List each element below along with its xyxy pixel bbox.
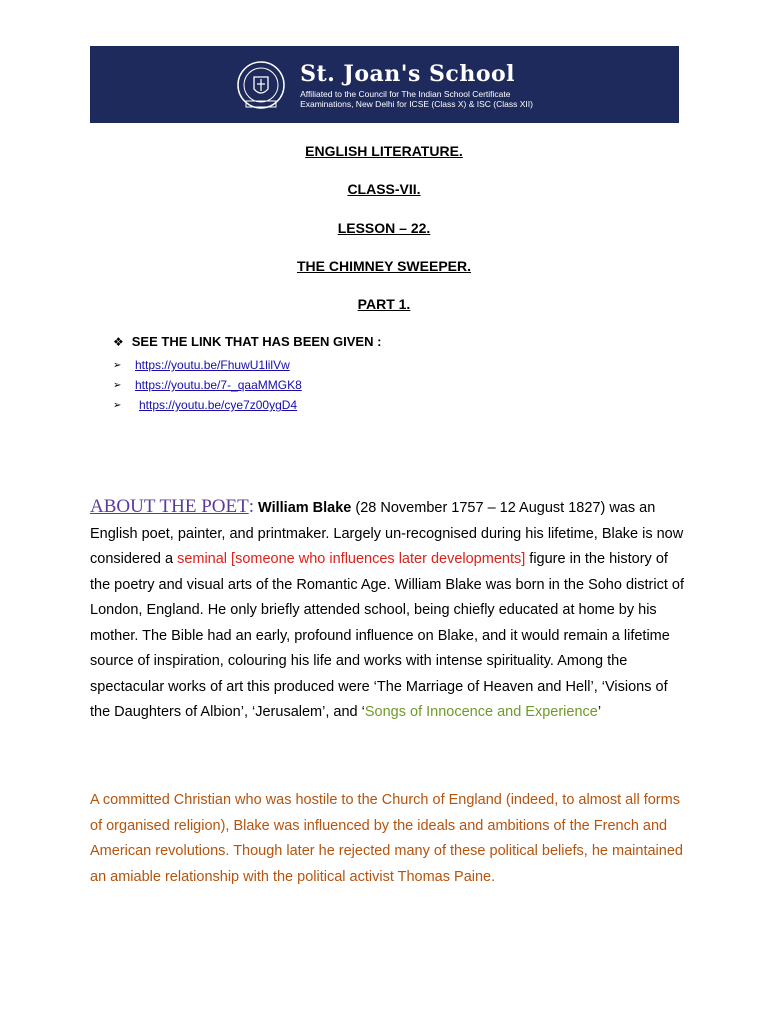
seminal-definition: seminal [someone who influences later developments] [177, 551, 526, 567]
arrow-bullet-icon: ➢ [113, 399, 122, 411]
links-heading [113, 334, 381, 349]
christian-paragraph: A committed Christian who was hostile to the Church of England (indeed, to almost all forms of organised religion), Blake was influenced by the ideals and ambitions of the French and American revolutions. Though later he rejected many of these political beliefs, he maintained an amiable relationship with the political activist Thomas Paine. [90, 792, 683, 885]
class-heading: CLASS-VII. [347, 181, 421, 197]
banner-text [300, 61, 533, 109]
video-link-2[interactable]: https://youtu.be/7-_qaaMMGK8 [135, 378, 302, 392]
links-heading-text: SEE THE LINK THAT HAS BEEN GIVEN : [131, 334, 382, 349]
part-heading: PART 1. [357, 296, 411, 312]
affiliation-line-2: Examinations, New Delhi for ICSE (Class X) & ISC (Class XII) [300, 98, 533, 109]
songs-title: Songs of Innocence and Experience [364, 704, 598, 720]
about-poet-label: ABOUT THE POET [90, 496, 249, 517]
lesson-heading: LESSON – 22. [337, 220, 431, 236]
poet-middle: figure in the history of the poetry and visual arts of the Romantic Age. William Blake was born in the Soho district of London, England. He only briefly attended school, being chiefly educated at home by his mother. The Bible had an early, profound influence on Blake, and it would remain a lifetime source of inspiration, colouring his life and works with intense spirituality. Among the spectacular works of art this produced were ‘The Marriage of Heaven and Hell’, ‘Visions of the Daughters of Albion’, ‘Jerusalem’, and ‘ [90, 551, 684, 720]
arrow-bullet-icon: ➢ [113, 359, 122, 371]
arrow-bullet-icon: ➢ [113, 379, 122, 391]
school-name: St. Joan's School [300, 60, 516, 87]
poet-intro: (28 November 1757 – 12 August 1827) was an English poet, painter, and printmaker. Largely un-recognised during his lifetime, Blake is now considered a [90, 500, 684, 567]
title-heading: THE CHIMNEY SWEEPER. [297, 258, 471, 274]
school-banner [90, 46, 679, 123]
poet-name: William Blake [258, 500, 352, 516]
links-list [113, 355, 302, 415]
poet-end: ’ [597, 704, 602, 720]
affiliation-line-1: Affiliated to the Council for The Indian School Certificate [300, 88, 511, 99]
list-item [113, 355, 302, 375]
about-poet-colon: : [248, 496, 254, 517]
diamond-bullet-icon: ❖ [113, 334, 124, 349]
video-link-3[interactable]: https://youtu.be/cye7z00ygD4 [139, 398, 298, 412]
subject-heading: ENGLISH LITERATURE. [305, 143, 463, 159]
list-item [113, 395, 302, 415]
video-link-1[interactable]: https://youtu.be/FhuwU1lilVw [135, 358, 290, 372]
about-poet-paragraph [90, 494, 690, 726]
list-item [113, 375, 302, 395]
school-crest-icon [236, 57, 286, 113]
